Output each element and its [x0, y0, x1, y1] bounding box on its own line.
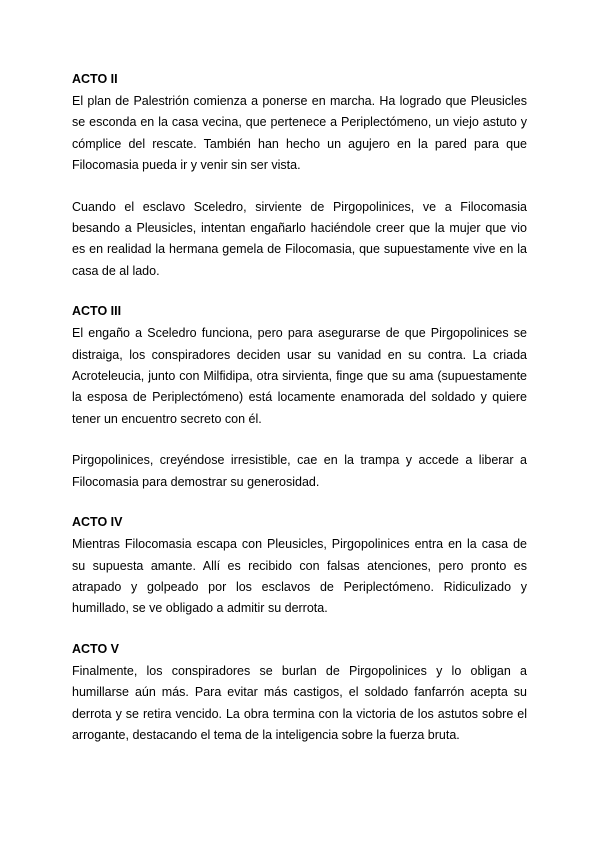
- paragraph: Mientras Filocomasia escapa con Pleusicles, Pirgopolinices entra en la casa de su supuesta amante. Allí es recibido con falsas atenciones, pero pronto es atrapado y golpeado por los esclavos de Periplectómeno. Ridiculizado y humillado, se ve obligado a admitir su derrota.: [72, 537, 527, 616]
- section-acto-iii: [72, 302, 527, 493]
- section-heading: ACTO II: [72, 72, 118, 86]
- paragraph: El engaño a Sceledro funciona, pero para asegurarse de que Pirgopolinices se distraiga, los conspiradores deciden usar su vanidad en su contra. La criada Acroteleucia, junto con Milfidipa, otra sirvienta, finge que su ama (supuestamente la esposa de Periplectómeno) está locamente enamorada del soldado y quiere tener un encuentro secreto con él.: [72, 326, 527, 426]
- paragraph: Cuando el esclavo Sceledro, sirviente de Pirgopolinices, ve a Filocomasia besando a Pleusicles, intentan engañarlo haciéndole creer que la mujer que vio es en realidad la hermana gemela de Filocomasia, que supuestamente vive en la casa de al lado.: [72, 199, 527, 278]
- section-heading: ACTO III: [72, 304, 122, 319]
- section-acto-ii: [72, 70, 527, 282]
- section-acto-iv: [72, 513, 527, 620]
- paragraph: El plan de Palestrión comienza a ponerse en marcha. Ha logrado que Pleusicles se esconda en la casa vecina, que pertenece a Periplectómeno, un viejo astuto y cómplice del rescate. También han hecho un agujero en la pared para que Filocomasia pueda ir y venir sin ser vista.: [72, 94, 527, 173]
- section-heading: ACTO V: [72, 641, 119, 656]
- paragraph: Pirgopolinices, creyéndose irresistible, cae en la trampa y accede a liberar a Filocomasia para demostrar su generosidad.: [72, 453, 527, 489]
- section-acto-v: [72, 640, 527, 747]
- document-page: [72, 70, 527, 766]
- paragraph: Finalmente, los conspiradores se burlan de Pirgopolinices y lo obligan a humillarse aún más. Para evitar más castigos, el soldado fanfarrón acepta su derrota y se retira vencido. La obra termina con la victoria de los astutos sobre el arrogante, destacando el tema de la inteligencia sobre la fuerza bruta.: [72, 663, 527, 742]
- section-heading: ACTO IV: [72, 515, 123, 530]
